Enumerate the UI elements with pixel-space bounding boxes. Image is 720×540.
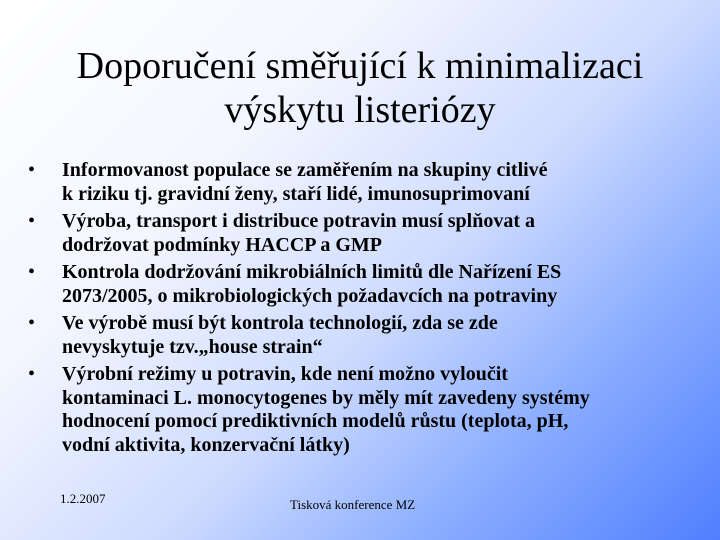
bullet-list	[28, 159, 700, 461]
bullet-line: Kontrola dodržování mikrobiálních limitů dle Nařízení ES	[62, 261, 562, 283]
bullet-dot-icon: •	[28, 159, 36, 181]
bullet-dot-icon: •	[28, 312, 36, 334]
bullet-text	[62, 312, 700, 359]
bullet-item	[28, 261, 700, 308]
bullet-text	[62, 210, 700, 257]
bullet-dot-icon: •	[28, 210, 36, 232]
bullet-line: dodržovat podmínky HACCP a GMP	[62, 233, 383, 256]
bullet-line: vodní aktivita, konzervační látky)	[62, 433, 350, 456]
footer-date: 1.2.2007	[60, 491, 106, 506]
bullet-item	[28, 159, 700, 206]
bullet-dot-icon: •	[28, 261, 36, 283]
bullet-line: nevyskytuje tzv.„house strain“	[62, 335, 323, 358]
bullet-text	[62, 159, 700, 206]
bullet-text	[62, 261, 700, 308]
bullet-line: 2073/2005, o mikrobiologických požadavcích na potraviny	[62, 284, 558, 307]
bullet-line: Výrobní režimy u potravin, kde není možno vyloučit	[62, 363, 508, 385]
title-line: Doporučení směřující k minimalizaci	[76, 45, 644, 87]
bullet-line: Ve výrobě musí být kontrola technologií, zda se zde	[62, 312, 498, 334]
bullet-item	[28, 363, 700, 457]
bullet-line: kontaminaci L. monocytogenes by měly mít zavedeny systémy	[62, 386, 590, 409]
bullet-dot-icon: •	[28, 363, 36, 385]
bullet-item	[28, 312, 700, 359]
bullet-line: k riziku tj. gravidní ženy, staří lidé, imunosuprimovaní	[62, 182, 530, 205]
bullet-line: hodnocení pomocí prediktivních modelů růstu (teplota, pH,	[62, 410, 569, 432]
bullet-text	[62, 363, 700, 457]
footer-center-text: Tisková konference MZ	[290, 497, 416, 512]
bullet-line: Informovanost populace se zaměřením na skupiny citlivé	[62, 159, 548, 181]
title-line: výskytu listeriózy	[224, 89, 496, 131]
bullet-line: Výroba, transport i distribuce potravin musí splňovat a	[62, 210, 536, 232]
bullet-item	[28, 210, 700, 257]
slide-title	[40, 44, 680, 132]
